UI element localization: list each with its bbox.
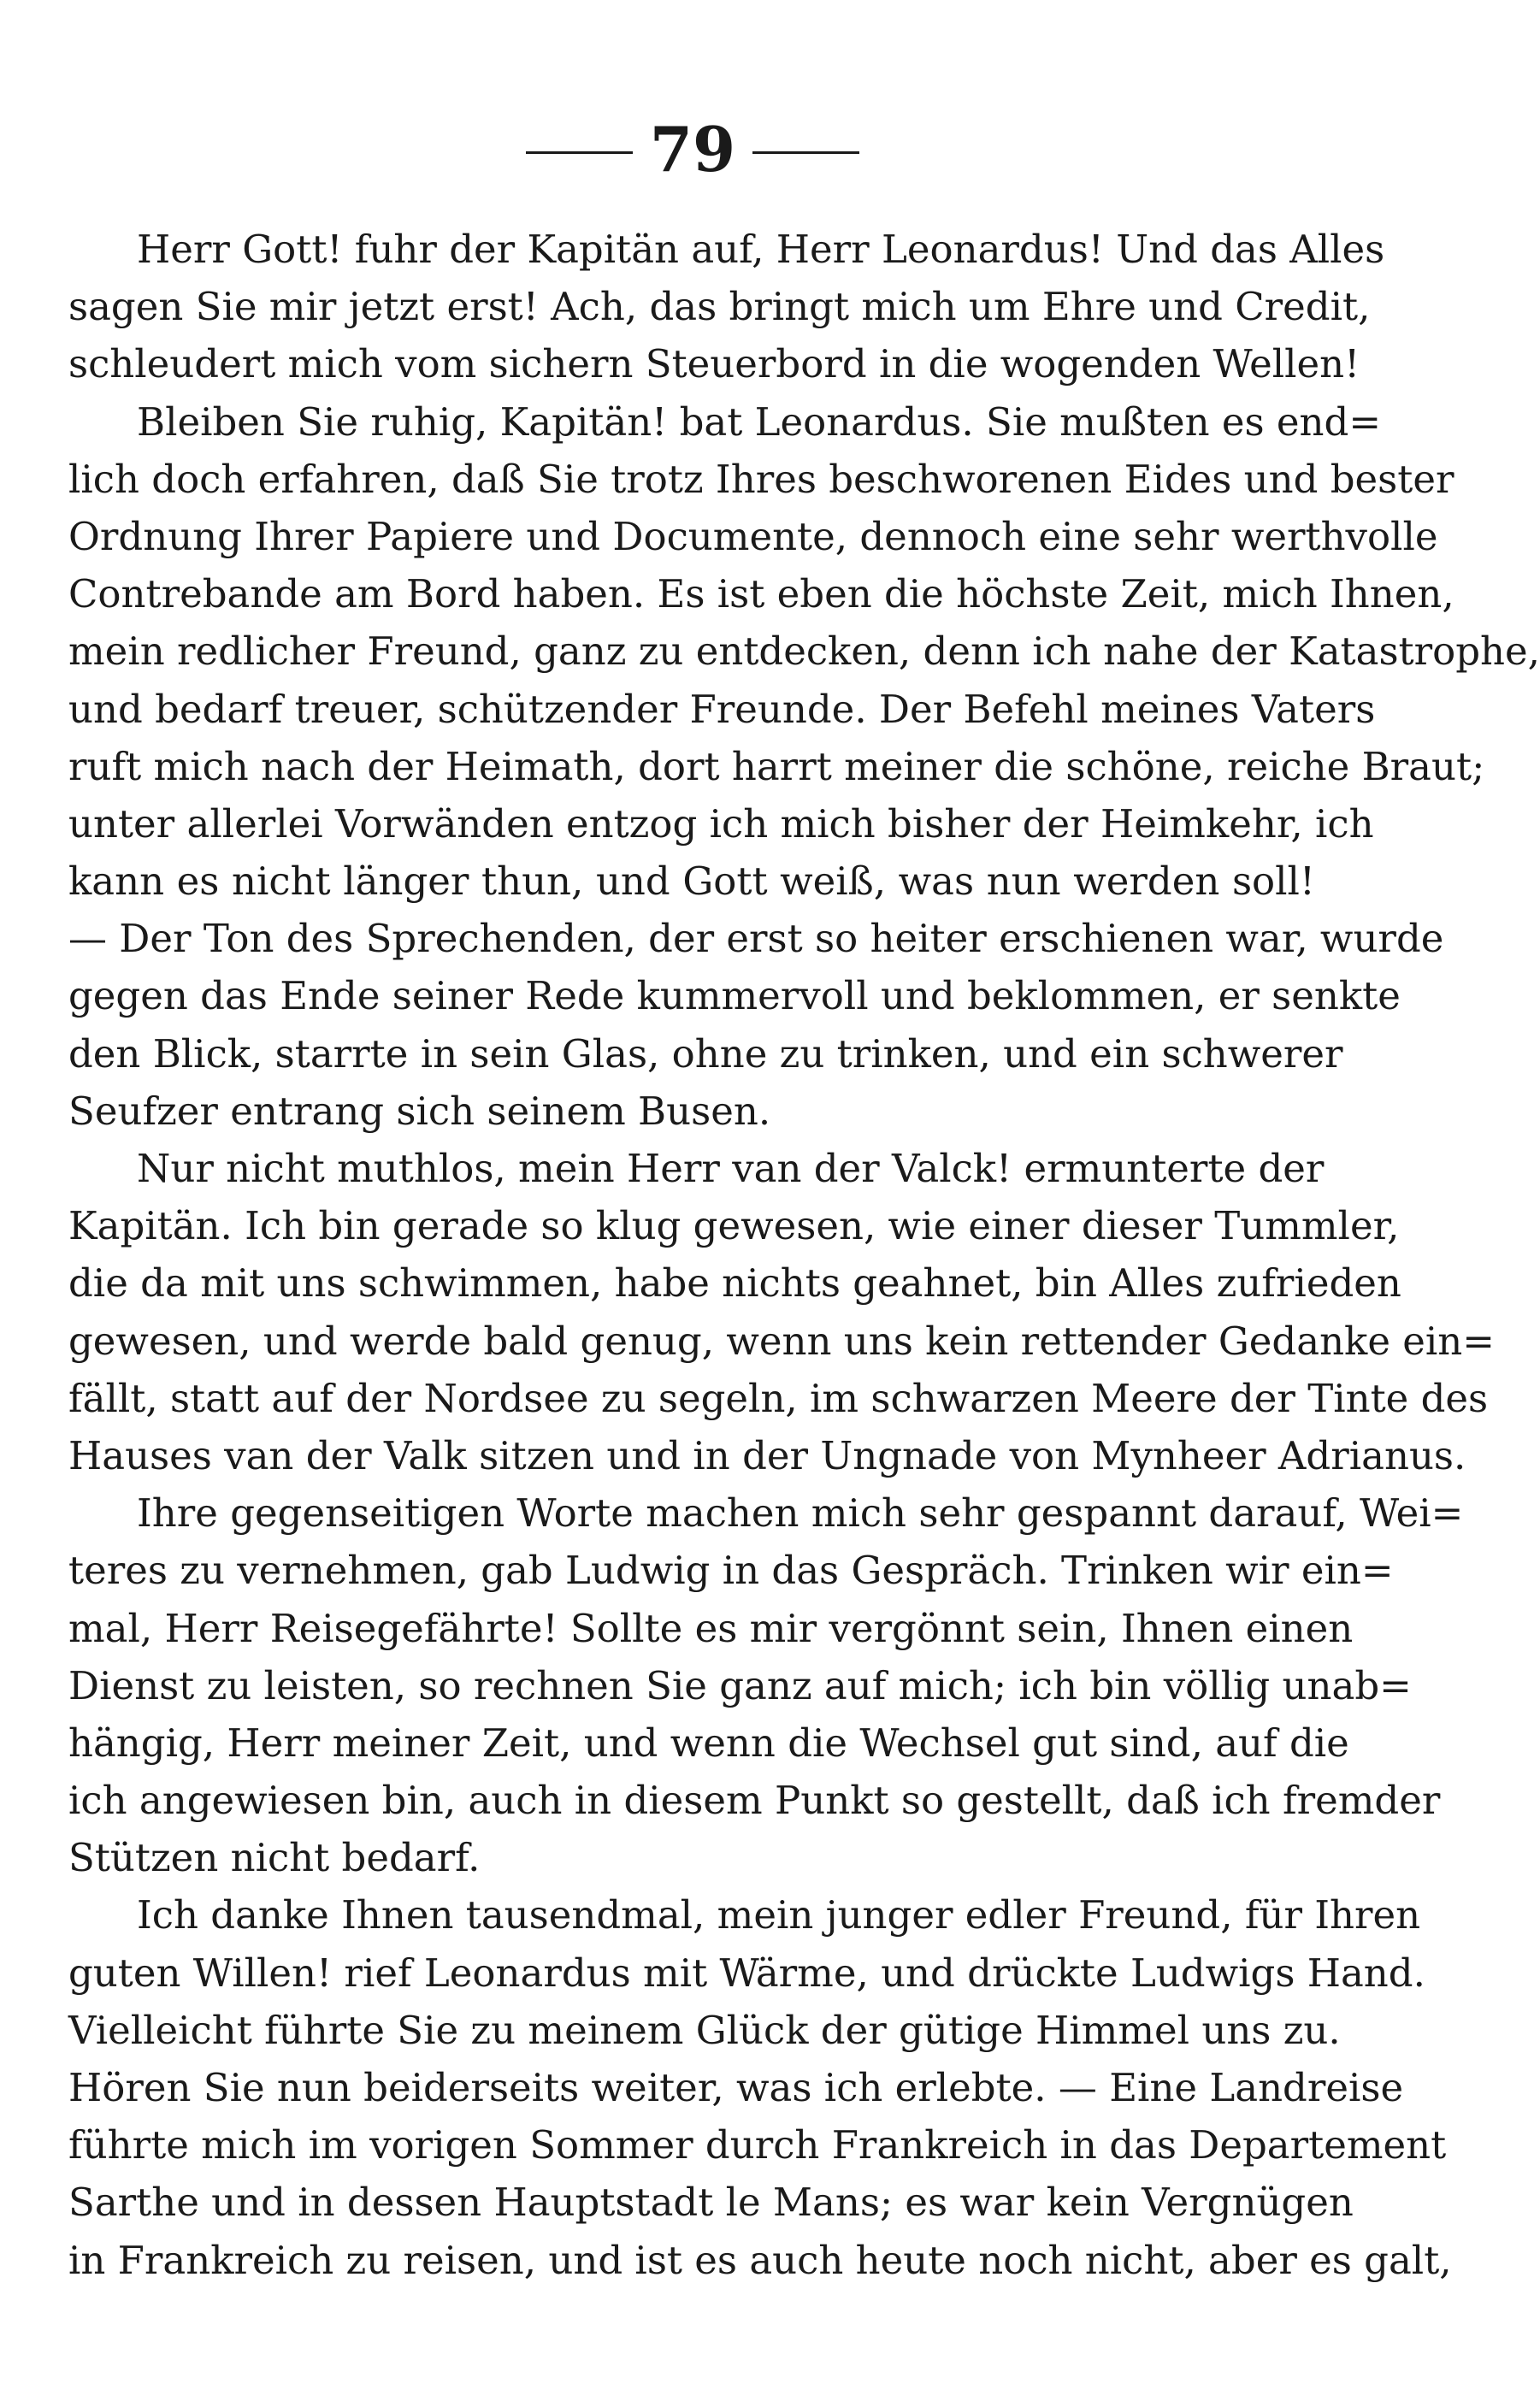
body-text: [68, 221, 1540, 2289]
text-line: ich angewiesen bin, auch in diesem Punkt so gestellt, daß ich fremder: [68, 1778, 1441, 1824]
text-line: schleudert mich vom sichern Steuerbord in die wogenden Wellen!: [68, 341, 1360, 387]
text-line: Hören Sie nun beiderseits weiter, was ich erlebte. — Eine Landreise: [68, 2065, 1404, 2110]
text-line: — Der Ton des Sprechenden, der erst so heiter erschienen war, wurde: [68, 916, 1444, 962]
text-line: Stützen nicht bedarf.: [68, 1835, 481, 1881]
text-line: Dienst zu leisten, so rechnen Sie ganz auf mich; ich bin völlig unab=: [68, 1662, 1412, 1708]
text-line: hängig, Herr meiner Zeit, und wenn die Wechsel gut sind, auf die: [68, 1720, 1349, 1766]
text-line: in Frankreich zu reisen, und ist es auch heute noch nicht, aber es galt,: [68, 2237, 1452, 2283]
text-line: Ihre gegenseitigen Worte machen mich sehr gespannt darauf, Wei=: [137, 1490, 1464, 1537]
text-line: Seufzer entrang sich seinem Busen.: [68, 1088, 771, 1134]
header-rule-left: [526, 151, 633, 154]
text-line: Ich danke Ihnen tausendmal, mein junger edler Freund, für Ihren: [137, 1892, 1421, 1938]
text-line: den Blick, starrte in sein Glas, ohne zu trinken, und ein schwerer: [68, 1030, 1343, 1077]
text-line: Vielleicht führte Sie zu meinem Glück der gütige Himmel uns zu.: [68, 2007, 1341, 2053]
text-line: Contrebande am Bord haben. Es ist eben die höchste Zeit, mich Ihnen,: [68, 571, 1454, 617]
header-rule-right: [752, 151, 859, 154]
text-line: mal, Herr Reisegefährte! Sollte es mir vergönnt sein, Ihnen einen: [68, 1605, 1354, 1651]
text-line: fällt, statt auf der Nordsee zu segeln, im schwarzen Meere der Tinte des: [68, 1375, 1489, 1421]
text-line: Hauses van der Valk sitzen und in der Ungnade von Mynheer Adrianus.: [68, 1432, 1466, 1478]
text-line: gewesen, und werde bald genug, wenn uns kein rettender Gedanke ein=: [68, 1318, 1495, 1364]
text-line: Nur nicht muthlos, mein Herr van der Valck! ermunterte der: [137, 1146, 1325, 1191]
text-line: guten Willen! rief Leonardus mit Wärme, und drückte Ludwigs Hand.: [68, 1950, 1425, 1996]
page-number: 79: [649, 113, 736, 186]
text-line: teres zu vernehmen, gab Ludwig in das Gespräch. Trinken wir ein=: [68, 1548, 1394, 1594]
text-line: die da mit uns schwimmen, habe nichts geahnet, bin Alles zufrieden: [68, 1260, 1401, 1307]
text-line: sagen Sie mir jetzt erst! Ach, das bringt mich um Ehre und Credit,: [68, 284, 1371, 330]
text-line: Herr Gott! fuhr der Kapitän auf, Herr Leonardus! Und das Alles: [137, 227, 1385, 272]
text-line: Bleiben Sie ruhig, Kapitän! bat Leonardus. Sie mußten es end=: [137, 398, 1382, 445]
text-line: kann es nicht länger thun, und Gott weiß, was nun werden soll!: [68, 858, 1315, 905]
text-line: gegen das Ende seiner Rede kummervoll und beklommen, er senkte: [68, 973, 1401, 1019]
text-line: Sarthe und in dessen Hauptstadt le Mans; es war kein Vergnügen: [68, 2180, 1354, 2226]
text-line: führte mich im vorigen Sommer durch Frankreich in das Departement: [68, 2122, 1447, 2168]
text-line: lich doch erfahren, daß Sie trotz Ihres beschworenen Eides und bester: [68, 456, 1454, 502]
page-header: [0, 111, 1394, 188]
text-line: und bedarf treuer, schützender Freunde. Der Befehl meines Vaters: [68, 686, 1376, 732]
text-line: mein redlicher Freund, ganz zu entdecken, denn ich nahe der Katastrophe,: [68, 628, 1540, 675]
text-line: ruft mich nach der Heimath, dort harrt meiner die schöne, reiche Braut;: [68, 743, 1485, 789]
text-line: Kapitän. Ich bin gerade so klug gewesen, wie einer dieser Tummler,: [68, 1203, 1400, 1249]
text-line: unter allerlei Vorwänden entzog ich mich bisher der Heimkehr, ich: [68, 800, 1374, 847]
text-line: Ordnung Ihrer Papiere und Documente, dennoch eine sehr werthvolle: [68, 513, 1438, 559]
